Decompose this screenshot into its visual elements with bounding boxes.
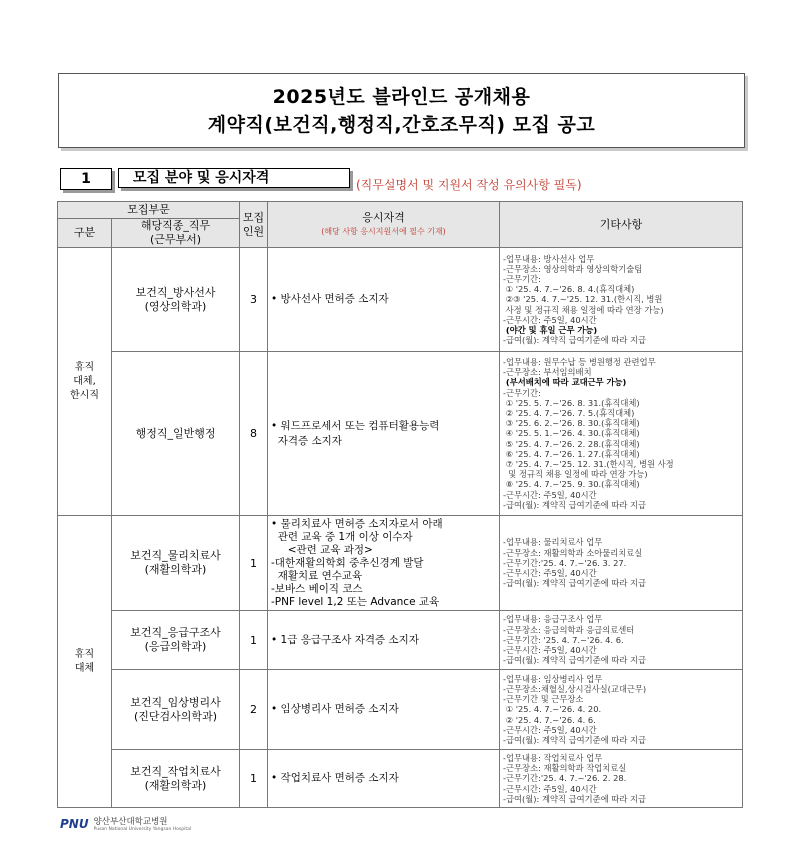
etc-line: -근무기간 및 근무장소 [503, 694, 584, 705]
etc-line: -급여(월): 계약직 급여기준에 따라 지급 [503, 735, 647, 745]
etc-line: -근무기간: [503, 387, 541, 398]
etc-line: -근무시간: 주5일, 40시간 [503, 489, 597, 500]
etc-line: ② '25. 4. 7.~'26. 7. 5.(휴직대체) [503, 407, 635, 418]
header-qualification-note: (해당 사항 응시지원서에 필수 기재) [321, 226, 446, 236]
table-row [58, 750, 743, 808]
header-category: 구분 [58, 219, 112, 248]
qualification-cell [268, 611, 500, 670]
qualification-line: • 물리치료사 면허증 소지자로서 아래 [271, 517, 443, 530]
job-cell: 행정직_일반행정 [112, 352, 240, 516]
etc-line: ⑥ '25. 4. 7.~'26. 1. 27.(휴직대체) [503, 448, 640, 459]
etc-line: ⑦ '25. 4. 7.~'25. 12. 31.(한시직, 병원 사정 [503, 459, 674, 469]
etc-cell [500, 750, 743, 808]
etc-line: -근무기간:'25. 4. 7.~'26. 3. 27. [503, 557, 627, 568]
header-qualification [268, 202, 500, 248]
etc-line: ⑤ '25. 4. 7.~'26. 2. 28.(휴직대체) [503, 438, 640, 449]
etc-cell [500, 352, 743, 516]
section-note: (직무설명서 및 지원서 작성 유의사항 필독) [356, 178, 582, 192]
etc-line: -급여(월): 계약직 급여기준에 따라 지급 [503, 499, 647, 510]
count-cell: 2 [240, 670, 268, 750]
table-row [58, 670, 743, 750]
recruitment-table [57, 201, 743, 808]
etc-line: -근무시간: 주5일, 40시간 [503, 568, 597, 579]
etc-line: -급여(월): 계약직 급여기준에 따라 지급 [503, 793, 647, 804]
header-etc: 기타사항 [500, 202, 743, 248]
etc-line: -업무내용: 응급구조사 업무 [503, 614, 603, 625]
group-label-leave: 휴직 대체 [58, 516, 112, 808]
title-box [58, 73, 745, 148]
qualification-cell [268, 670, 500, 750]
etc-line: ② '25. 4. 7.~'26. 4. 6. [503, 714, 596, 725]
etc-line: -급여(월): 계약직 급여기준에 따라 지급 [503, 335, 647, 346]
etc-line: -업무내용: 임상병리사 업무 [503, 673, 603, 684]
etc-line-bold: (야간 및 휴일 근무 가능) [503, 325, 598, 335]
etc-line-bold: (부서배치에 따라 교대근무 가능) [503, 377, 627, 388]
etc-line: -근무장소:채혈실,상시검사실(교대근무) [503, 683, 647, 694]
count-cell: 8 [240, 352, 268, 516]
header-job: 해당직종_직무 (근무부서) [112, 219, 240, 248]
etc-line: -업무내용: 작업치료사 업무 [503, 752, 603, 763]
table-row [58, 248, 743, 352]
qualification-line: <관련 교육 과정> [271, 543, 373, 556]
etc-line: -근무장소: 부서임의배치 [503, 367, 592, 378]
qualification-line: • 임상병리사 면허증 소지자 [271, 703, 399, 716]
etc-line: -근무시간: 주5일, 40시간 [503, 783, 597, 794]
job-cell: 보건직_작업치료사 (재활의학과) [112, 750, 240, 808]
etc-line: 및 정규직 채용 일정에 따라 연장 가능) [503, 469, 648, 480]
section-number: 1 [60, 168, 112, 190]
pnu-logo-icon: PNU [60, 817, 89, 831]
etc-line: -업무내용: 방사선사 업무 [503, 253, 595, 264]
qualification-cell [268, 352, 500, 516]
etc-line: ③ '25. 6. 2.~'26. 8. 30.(휴직대체) [503, 418, 640, 429]
etc-line: -근무시간: 주5일, 40시간 [503, 314, 597, 325]
etc-line: ②③ '25. 4. 7.~'25. 12. 31.(한시직, 병원 [503, 294, 663, 305]
etc-line: -근무시간: 주5일, 40시간 [503, 645, 597, 656]
etc-cell [500, 670, 743, 750]
qualification-line: • 워드프로세서 또는 컴퓨터활용능력 [271, 420, 440, 433]
qualification-cell [268, 516, 500, 611]
qualification-line: 관련 교육 중 1개 이상 이수자 [271, 530, 413, 543]
count-cell: 1 [240, 750, 268, 808]
hospital-logo [60, 814, 191, 834]
qualification-line: 재활치료 연수교육 [271, 569, 363, 582]
table-row [58, 516, 743, 611]
qualification-cell [268, 750, 500, 808]
hospital-name: 양산부산대학교병원 [93, 816, 168, 827]
etc-line: -급여(월): 계약직 급여기준에 따라 지급 [503, 655, 647, 666]
etc-line: -근무장소: 응급의학과 응급의료센터 [503, 624, 635, 635]
title-line-2: 계약직(보건직,행정직,간호조무직) 모집 공고 [207, 113, 596, 136]
qualification-line: • 방사선사 면허증 소지자 [271, 293, 389, 306]
job-cell: 보건직_임상병리사 (진단검사의학과) [112, 670, 240, 750]
header-qualification-label: 응시자격 [362, 210, 405, 224]
section-heading: 모집 분야 및 응시자격 [118, 168, 350, 188]
etc-line: -근무장소: 영상의학과 영상의학기술팀 [503, 263, 643, 274]
qualification-line: • 작업치료사 면허증 소지자 [271, 772, 399, 785]
etc-line: 사정 및 정규직 채용 일정에 따라 연장 가능) [503, 304, 664, 315]
qualification-line: 자격증 소지자 [271, 434, 342, 447]
group-label-temporary: 휴직 대체, 한시직 [58, 248, 112, 516]
etc-line: -근무기간: [503, 273, 541, 284]
etc-line: -근무기간: '25. 4. 7.~'26. 4. 6. [503, 634, 624, 645]
count-cell: 1 [240, 611, 268, 670]
qualification-line: -대한재활의학회 중추신경계 발달 [271, 556, 424, 569]
etc-line: -근무장소: 재활의학과 작업치료실 [503, 763, 627, 774]
etc-line: -업무내용: 원무수납 등 병원행정 관련업무 [503, 356, 656, 367]
header-count: 모집 인원 [240, 202, 268, 248]
job-cell: 보건직_방사선사 (영상의학과) [112, 248, 240, 352]
etc-line: ⑧ '25. 4. 7.~'25. 9. 30.(휴직대체) [503, 479, 640, 490]
etc-cell [500, 611, 743, 670]
table-row [58, 611, 743, 670]
etc-line: -업무내용: 물리치료사 업무 [503, 537, 603, 548]
etc-line: ① '25. 4. 7.~'26. 8. 4.(휴직대체) [503, 284, 635, 295]
count-cell: 1 [240, 516, 268, 611]
hospital-name-block [94, 817, 192, 832]
etc-line: -근무시간: 주5일, 40시간 [503, 724, 597, 735]
etc-line: ④ '25. 5. 1.~'26. 4. 30.(휴직대체) [503, 428, 640, 439]
table-row [58, 352, 743, 516]
etc-line: -급여(월): 계약직 급여기준에 따라 지급 [503, 578, 647, 589]
qualification-line: -PNF level 1,2 또는 Advance 교육 [271, 595, 440, 608]
etc-line: ① '25. 4. 7.~'26. 4. 20. [503, 704, 602, 715]
qualification-cell [268, 248, 500, 352]
qualification-line: -보바스 베이직 코스 [271, 582, 363, 595]
etc-cell [500, 516, 743, 611]
count-cell: 3 [240, 248, 268, 352]
etc-line: -근무장소: 재활의학과 소아물리치료실 [503, 547, 643, 558]
etc-line: -근무기간:'25. 4. 7.~'26. 2. 28. [503, 773, 627, 784]
title-line-1: 2025년도 블라인드 공개채용 [272, 85, 531, 108]
etc-line: ① '25. 5. 7.~'26. 8. 31.(휴직대체) [503, 397, 640, 408]
hospital-name-en: Pusan National University Yangsan Hospital [93, 826, 192, 832]
job-cell: 보건직_응급구조사 (응급의학과) [112, 611, 240, 670]
header-recruit-area: 모집부문 [58, 202, 240, 219]
qualification-line: • 1급 응급구조사 자격증 소지자 [271, 633, 419, 646]
etc-cell [500, 248, 743, 352]
job-cell: 보건직_물리치료사 (재활의학과) [112, 516, 240, 611]
